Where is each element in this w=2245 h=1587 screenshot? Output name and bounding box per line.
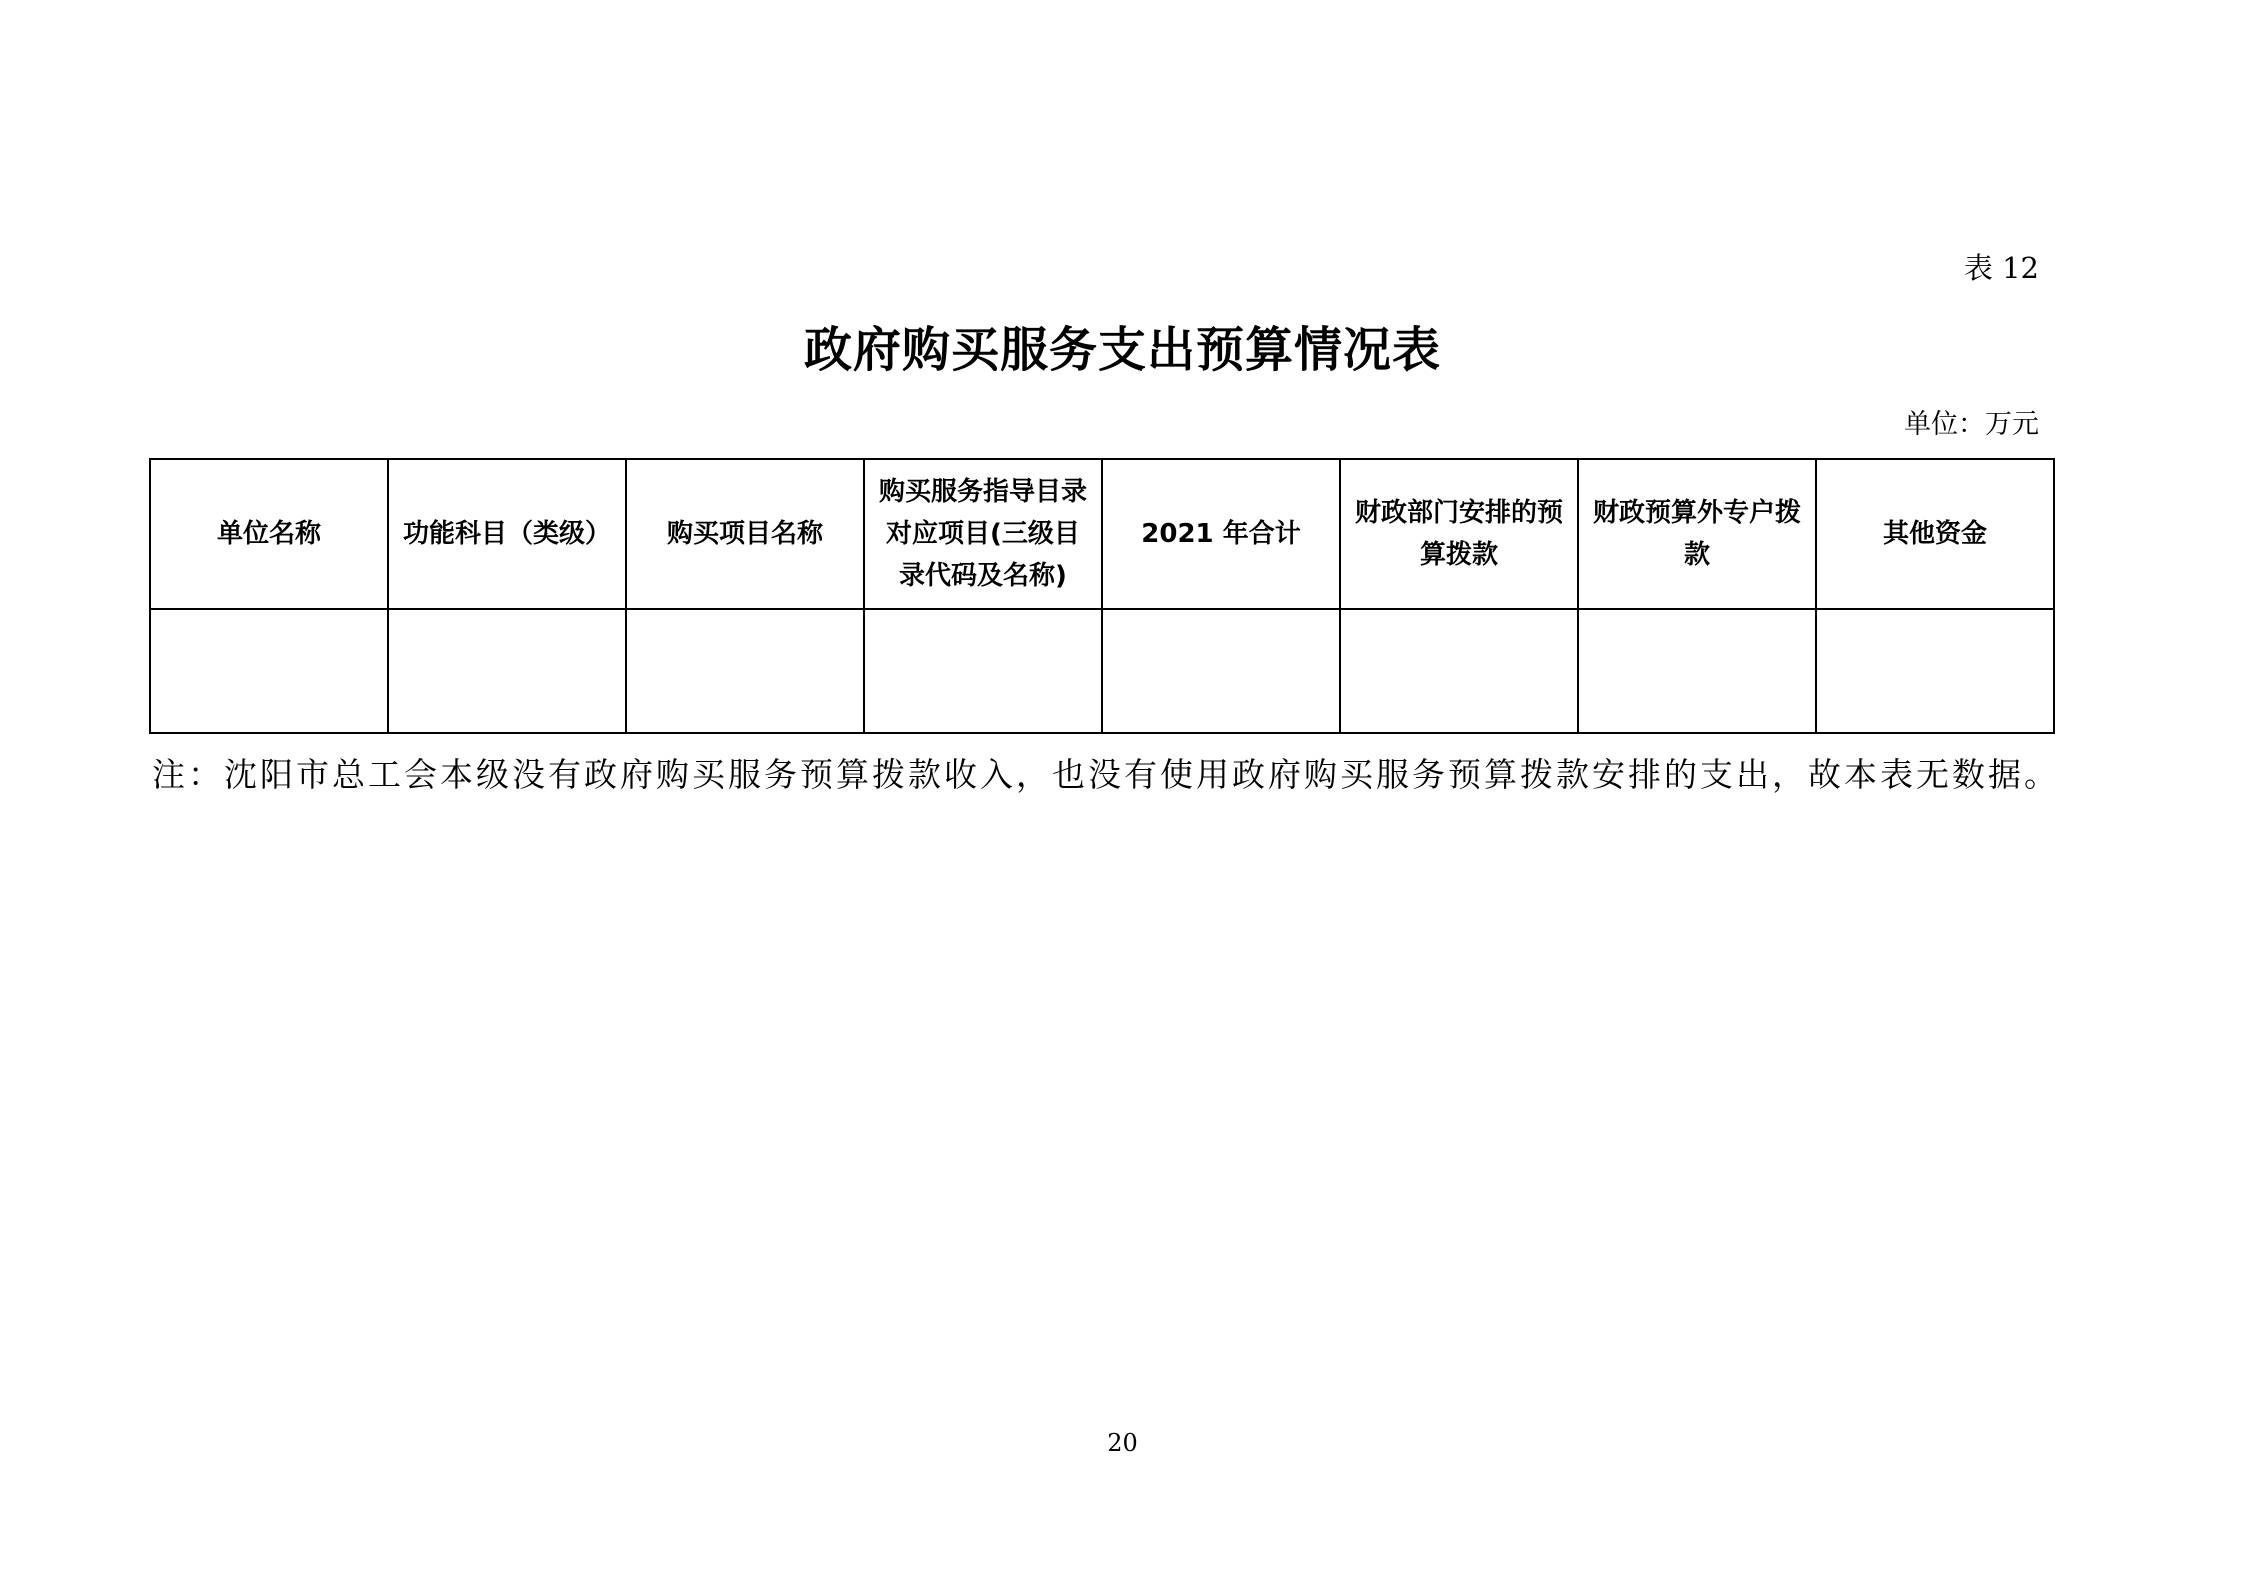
table-cell bbox=[1578, 609, 1816, 733]
table-cell bbox=[626, 609, 864, 733]
table-cell bbox=[864, 609, 1102, 733]
table-number: 表 12 bbox=[1963, 251, 2039, 285]
column-header-purchase-item: 购买项目名称 bbox=[626, 459, 864, 609]
column-header-off-budget-allocation: 财政预算外专户拨款 bbox=[1578, 459, 1816, 609]
column-header-2021-total: 2021 年合计 bbox=[1102, 459, 1340, 609]
unit-label: 单位：万元 bbox=[1904, 409, 2039, 440]
column-header-other-funds: 其他资金 bbox=[1816, 459, 2054, 609]
page-number: 20 bbox=[1107, 1429, 1138, 1457]
column-header-function-subject: 功能科目（类级） bbox=[388, 459, 626, 609]
table-row bbox=[150, 609, 2054, 733]
table-header-row bbox=[150, 459, 2054, 609]
page-title: 政府购买服务支出预算情况表 bbox=[803, 322, 1441, 378]
budget-table bbox=[149, 458, 2055, 734]
column-header-unit-name: 单位名称 bbox=[150, 459, 388, 609]
table-cell bbox=[1816, 609, 2054, 733]
table-cell bbox=[388, 609, 626, 733]
table-note: 注：沈阳市总工会本级没有政府购买服务预算拨款收入，也没有使用政府购买服务预算拨款安排的支出，故本表无数据。 bbox=[152, 755, 2060, 794]
table-cell bbox=[1340, 609, 1578, 733]
table-cell bbox=[1102, 609, 1340, 733]
column-header-fiscal-allocation: 财政部门安排的预算拨款 bbox=[1340, 459, 1578, 609]
table-cell bbox=[150, 609, 388, 733]
column-header-catalog-item: 购买服务指导目录对应项目(三级目录代码及名称) bbox=[864, 459, 1102, 609]
